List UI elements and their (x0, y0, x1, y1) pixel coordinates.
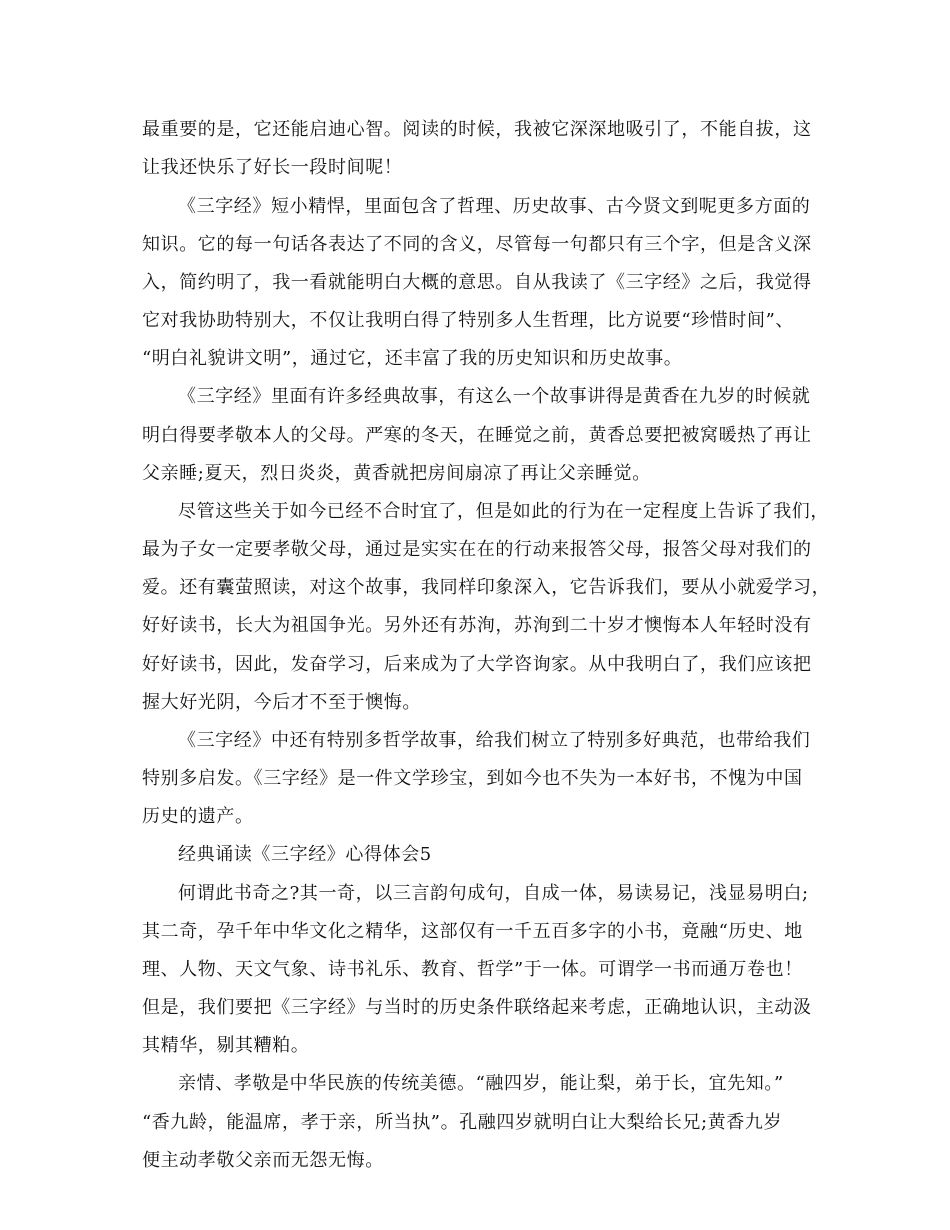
text-line: 爱。还有囊萤照读，对这个故事，我同样印象深入，它告诉我们，要从小就爱学习， (142, 577, 831, 598)
text-line: 入，简约明了，我一看就能明白大概的意思。自从我读了《三字经》之后，我觉得 (142, 272, 812, 293)
text-line: 特别多启发。《三字经》是一件文学珍宝，到如今也不失为一本好书，不愧为中国 (142, 768, 803, 789)
text-line: 知识。它的每一句话各表达了不同的含义，尽管每一句都只有三个字，但是含义深 (142, 234, 812, 255)
text-line: 其精华，剔其糟粕。 (142, 1035, 310, 1056)
text-line: 《三字经》里面有许多经典故事，有这么一个故事讲得是黄香在九岁的时候就 (178, 386, 811, 407)
text-line: 但是，我们要把《三字经》与当时的历史条件联络起来考虑，正确地认识，主动汲 (142, 997, 812, 1018)
text-line: 《三字经》短小精悍，里面包含了哲理、历史故事、古今贤文到呢更多方面的 (178, 196, 811, 217)
text-line: 《三字经》中还有特别多哲学故事，给我们树立了特别多好典范，也带给我们 (178, 730, 811, 751)
text-line: 握大好光阴，今后才不至于懊悔。 (142, 692, 421, 713)
text-line: 亲情、孝敬是中华民族的传统美德。“融四岁，能让梨，弟于长，宜先知。” (178, 1073, 784, 1094)
text-line: “明白礼貌讲文明”，通过它，还丰富了我的历史知识和历史故事。 (142, 348, 683, 369)
text-line: 父亲睡;夏天，烈日炎炎，黄香就把房间扇凉了再让父亲睡觉。 (142, 463, 651, 484)
text-line: 理、人物、天文气象、诗书礼乐、教育、哲学”于一体。可谓学一书而通万卷也！ (142, 959, 803, 980)
text-line: 让我还快乐了好长一段时间呢！ (142, 157, 403, 178)
text-line: “香九龄，能温席，孝于亲，所当执”。孔融四岁就明白让大梨给长兄;黄香九岁 (142, 1112, 783, 1133)
text-line: 便主动孝敬父亲而无怨无悔。 (142, 1150, 384, 1171)
text-line: 最为子女一定要孝敬父母，通过是实实在在的行动来报答父母，报答父母对我们的 (142, 539, 812, 560)
text-line: 最重要的是，它还能启迪心智。阅读的时候，我被它深深地吸引了，不能自拔，这 (142, 119, 812, 140)
text-line: 它对我协助特别大，不仅让我明白得了特别多人生哲理，比方说要“珍惜时间”、 (142, 310, 795, 331)
text-line: 明白得要孝敬本人的父母。严寒的冬天，在睡觉之前，黄香总要把被窝暖热了再让 (142, 425, 812, 446)
section-heading: 经典诵读《三字经》心得体会5 (178, 844, 432, 865)
text-line: 尽管这些关于如今已经不合时宜了，但是如此的行为在一定程度上告诉了我们， (178, 501, 829, 522)
text-line: 其二奇，孕千年中华文化之精华，这部仅有一千五百多字的小书，竟融“历史、地 (142, 921, 803, 942)
text-line: 何谓此书奇之?其一奇，以三言韵句成句，自成一体，易读易记，浅显易明白; (178, 883, 809, 904)
text-line: 历史的遗产。 (142, 806, 254, 827)
text-line: 好好读书，长大为祖国争光。另外还有苏洵，苏洵到二十岁才懊悔本人年轻时没有 (142, 615, 812, 636)
text-line: 好好读书，因此，发奋学习，后来成为了大学咨询家。从中我明白了，我们应该把 (142, 654, 812, 675)
